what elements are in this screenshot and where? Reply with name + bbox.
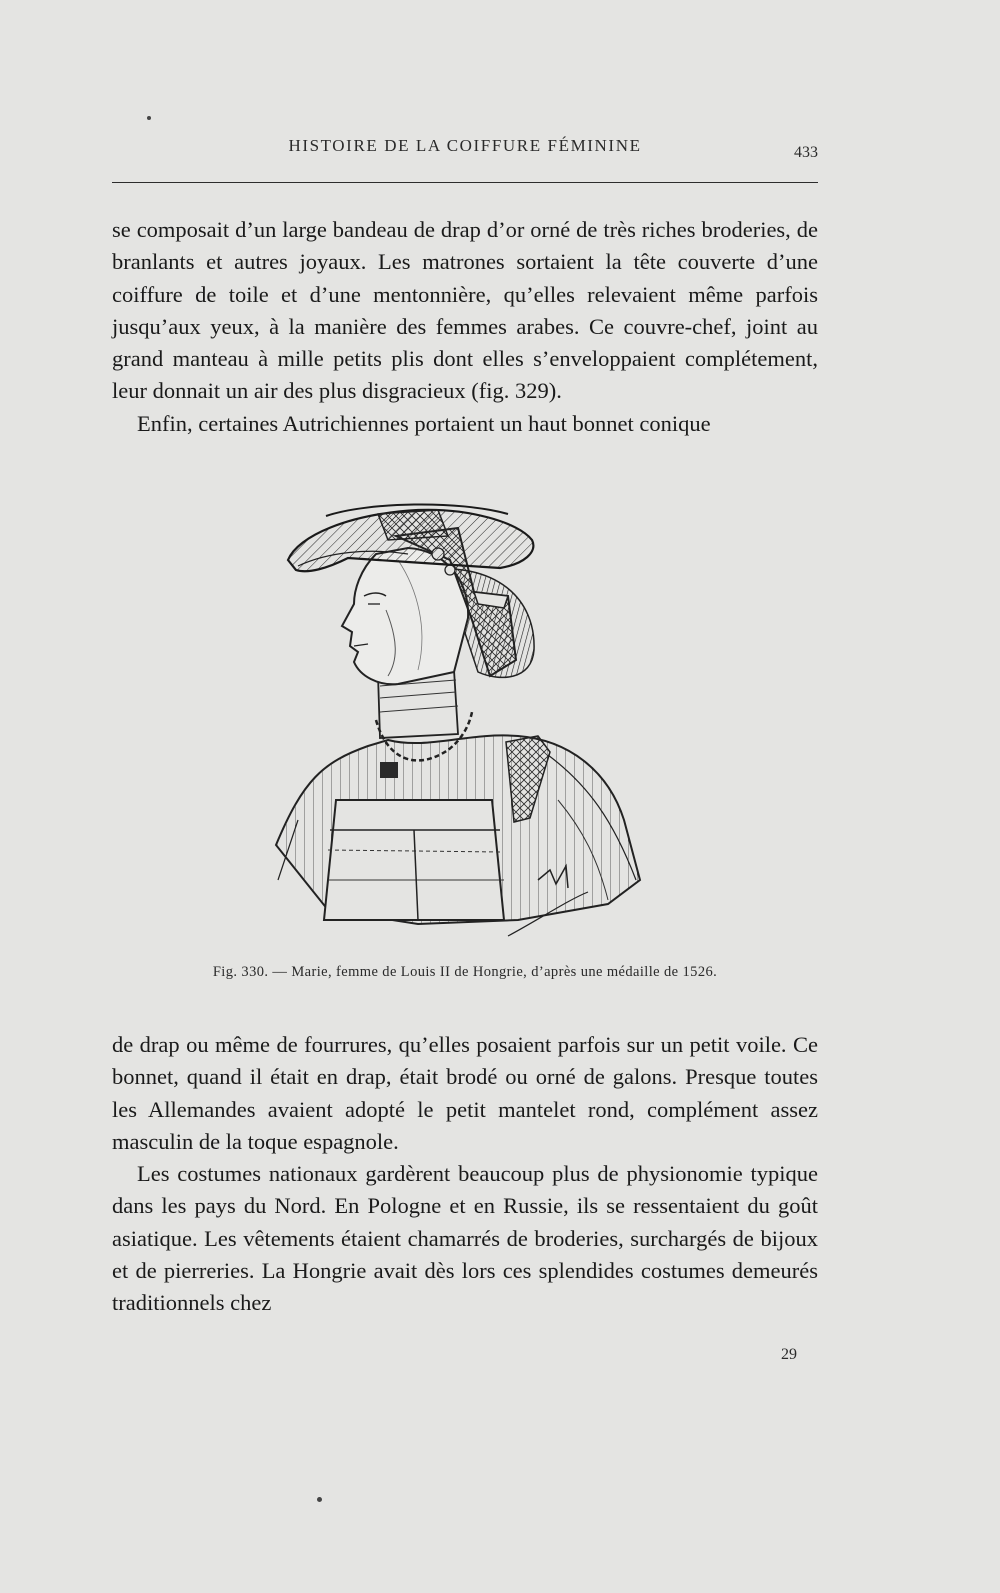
text-block-bottom xyxy=(112,1029,818,1320)
portrait-engraving xyxy=(268,500,668,960)
figure-caption: Fig. 330. — Marie, femme de Louis II de Hongrie, d’après une médaille de 1526. xyxy=(212,964,718,980)
text-block-top xyxy=(112,214,818,440)
ink-speck xyxy=(147,116,151,120)
paragraph: Enfin, certaines Autrichiennes portaient un haut bonnet conique xyxy=(137,410,711,436)
header-rule xyxy=(112,182,818,183)
ink-speck xyxy=(317,1497,322,1502)
page-number: 433 xyxy=(794,144,818,161)
running-title: HISTOIRE DE LA COIFFURE FÉMININE xyxy=(288,136,642,155)
signature-mark: 29 xyxy=(781,1346,797,1363)
running-head xyxy=(112,136,818,160)
paragraph: Les costumes nationaux gardèrent beaucoup plus de physionomie typique dans les pays du Nord. En Pologne et en Russie, ils se ressentaient du goût asiatique. Les vêtements étaient chamarrés de broderies, surchargés de bijoux et de pierreries. La Hongrie avait dès lors ces splendides costumes demeurés traditionnels chez xyxy=(112,1161,818,1316)
paragraph: de drap ou même de fourrures, qu’elles posaient parfois sur un petit voile. Ce bonnet, quand il était en drap, était brodé ou orné de galons. Presque toutes les Allemandes avaient adopté le petit mantelet rond, complément assez masculin de la toque espagnole. xyxy=(112,1032,818,1154)
paragraph: se composait d’un large bandeau de drap d’or orné de très riches broderies, de branlants et autres joyaux. Les matrones sortaient la tête couverte d’une coiffure de toile et d’une mentonnière, qu’elles relevaient même parfois jusqu’aux yeux, à la manière des femmes arabes. Ce couvre-chef, joint au grand manteau à mille petits plis dont elles s’enveloppaient complétement, leur donnait un air des plus disgracieux (fig. 329). xyxy=(112,217,818,404)
